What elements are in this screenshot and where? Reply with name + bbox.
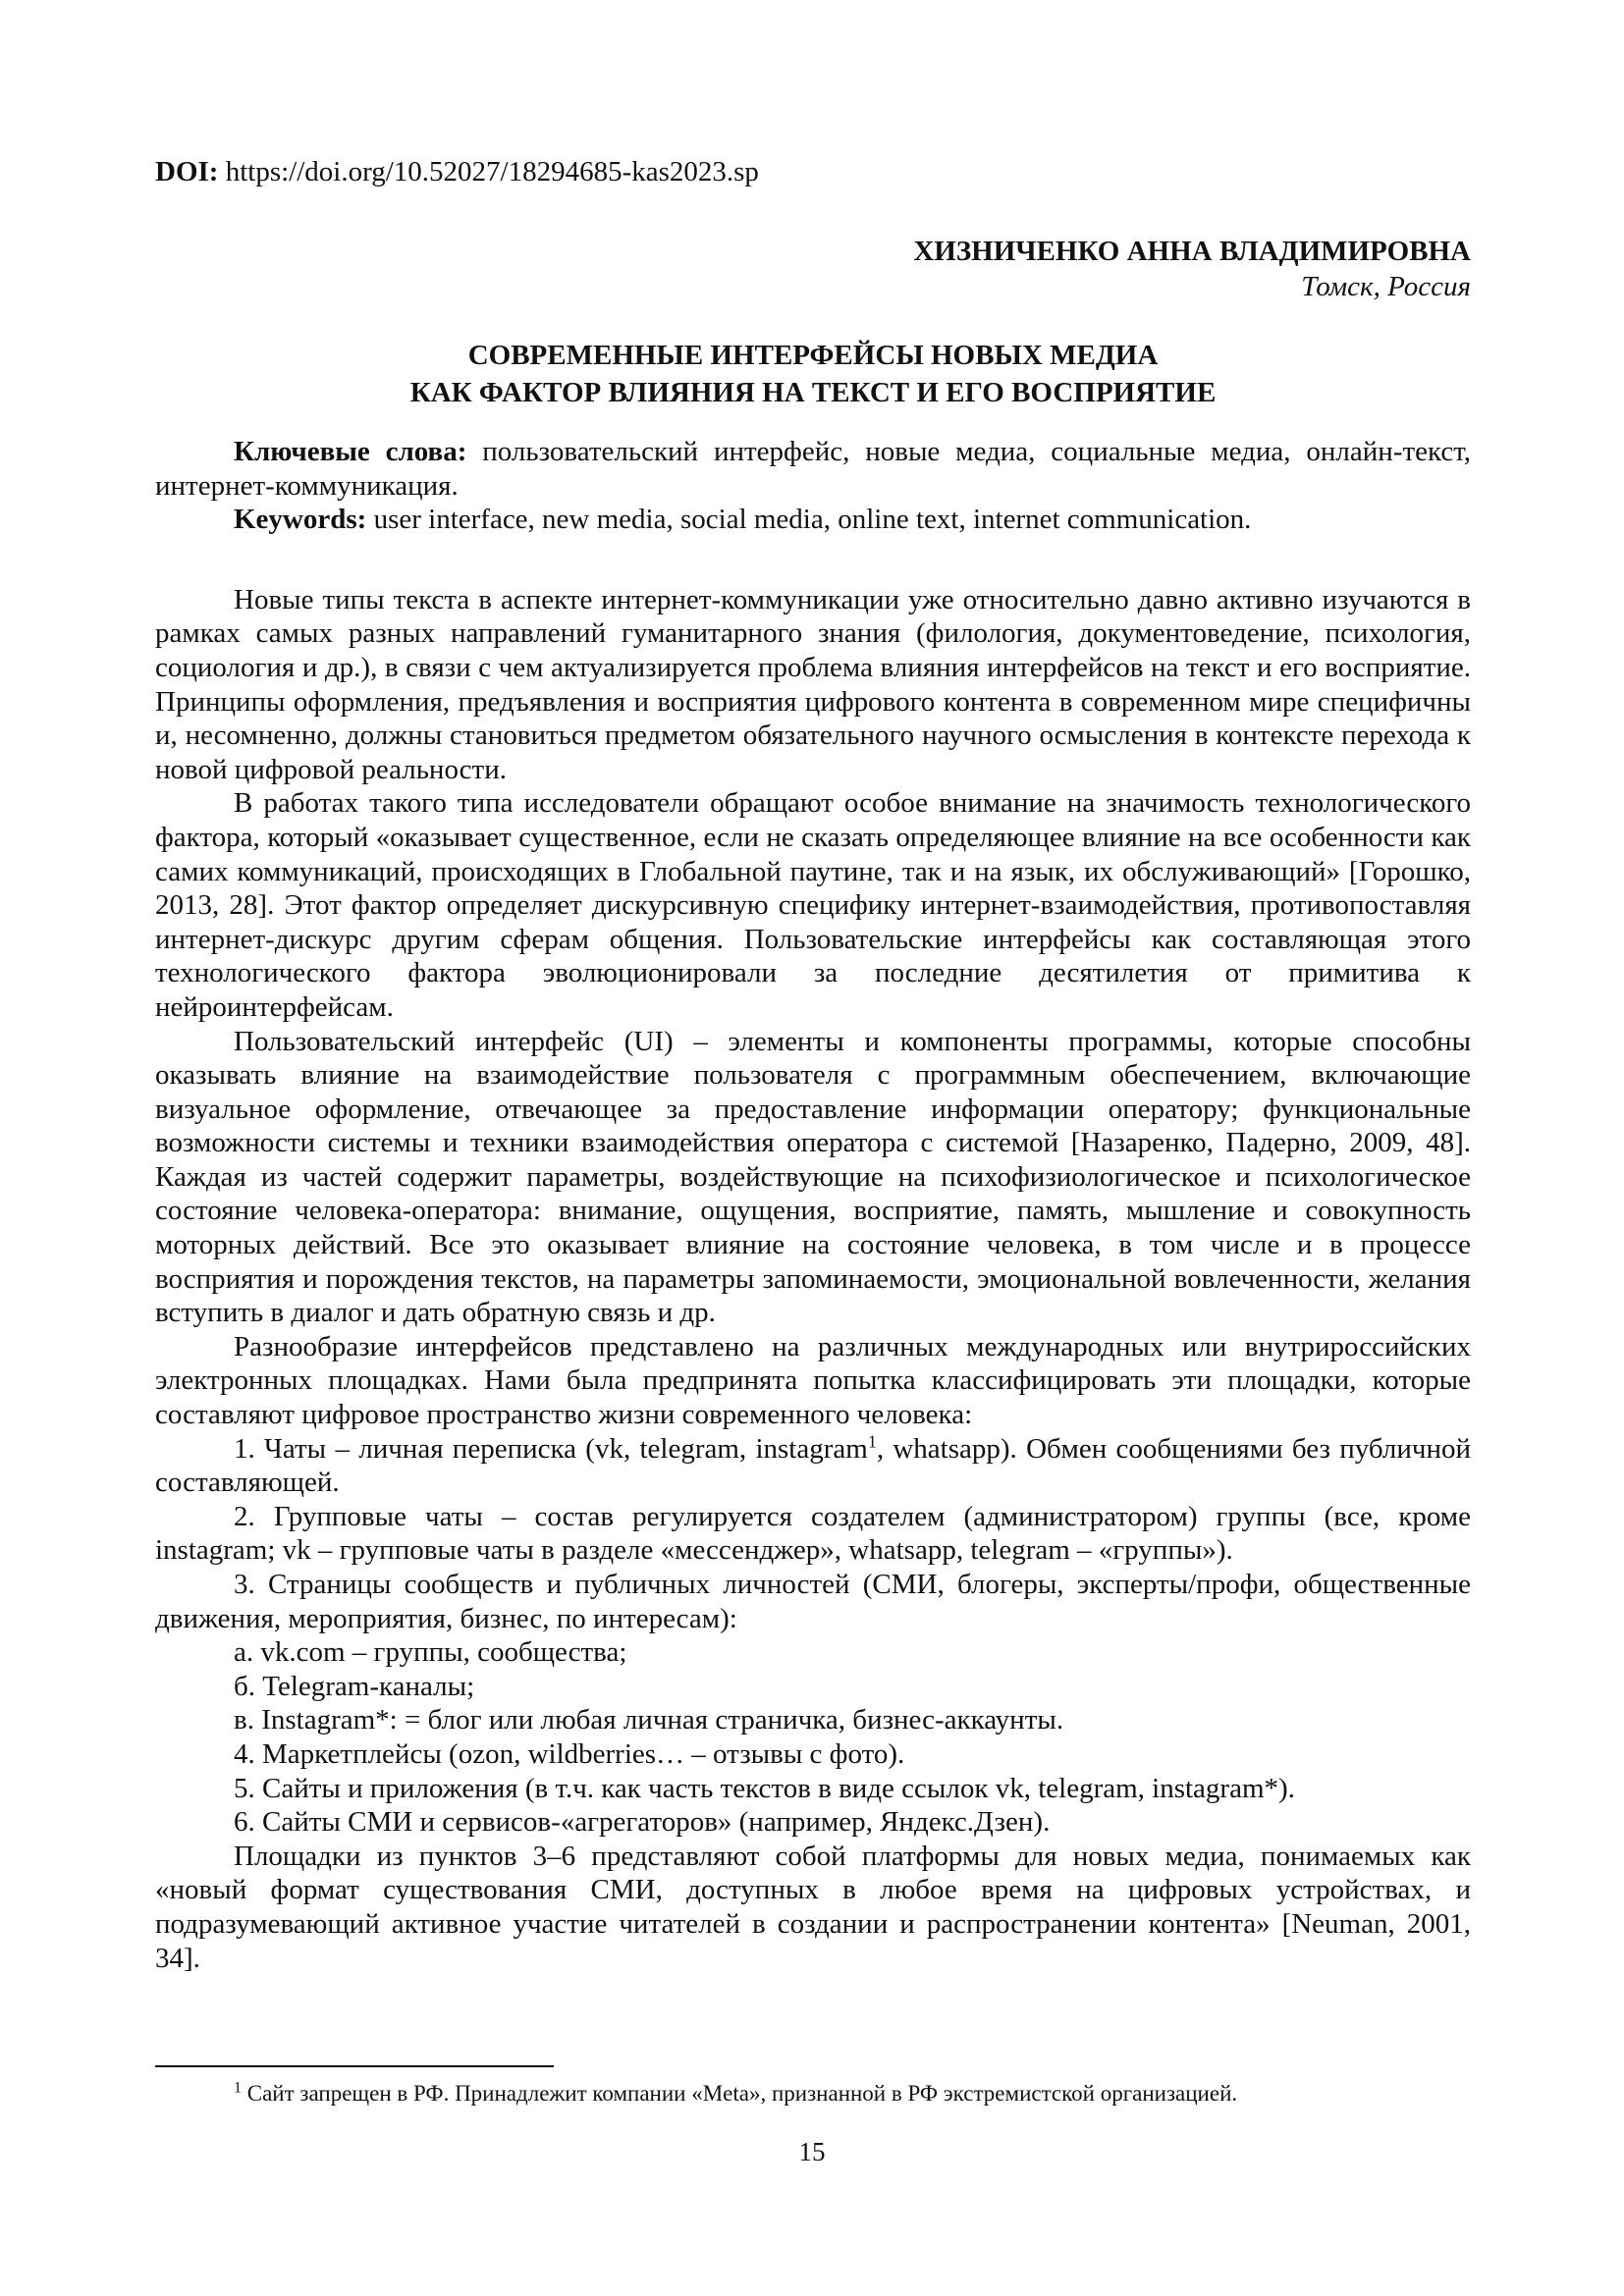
- title-line-2: КАК ФАКТОР ВЛИЯНИЯ НА ТЕКСТ И ЕГО ВОСПРИЯТИЕ: [409, 377, 1217, 408]
- author-name: ХИЗНИЧЕНКО АННА ВЛАДИМИРОВНА: [913, 236, 1471, 267]
- title-line-1: СОВРЕМЕННЫЕ ИНТЕРФЕЙСЫ НОВЫХ МЕДИА: [467, 340, 1159, 371]
- list-item-1-text-b: , whatsapp). Обмен сообщениями без публичной составляющей.: [155, 1432, 1472, 1499]
- closing-paragraph: Площадки из пунктов 3–6 представляют собой платформы для новых медиа, понимаемых как «новый формат существования СМИ, доступных в любое время на цифровых устройствах, и подразумевающий активное участие читателей в создании и распространении контента» [Neuman, 2001, 34].: [155, 1840, 1471, 1974]
- page-number: 15: [798, 2137, 826, 2166]
- list-item-3b: б. Telegram-каналы;: [234, 1670, 475, 1702]
- list-item-1: [155, 1432, 1471, 1500]
- keywords-ru: [155, 435, 1471, 503]
- list-item-3a: а. vk.com – группы, сообщества;: [234, 1636, 627, 1669]
- footnote-text: Сайт запрещен в РФ. Принадлежит компании «Meta», признанной в РФ экстремистской организацией.: [242, 2081, 1238, 2106]
- doi-label: DOI:: [155, 156, 219, 187]
- keywords-en: [155, 503, 1471, 537]
- list-item-3c: в. Instagram*: = блог или любая личная страничка, бизнес-аккаунты.: [234, 1704, 1064, 1736]
- footnote-divider: [155, 2065, 554, 2067]
- list-item-4: 4. Маркетплейсы (ozon, wildberries… – отзывы с фото).: [234, 1737, 905, 1770]
- footnote-ref[interactable]: 1: [867, 1430, 877, 1451]
- list-item-1-text-a: 1. Чаты – личная переписка (vk, telegram, instagram: [234, 1432, 868, 1465]
- footnote-marker: 1: [234, 2079, 242, 2097]
- doi-line: [155, 155, 759, 188]
- keywords-ru-label: Ключевые слова:: [234, 436, 467, 467]
- doi-link[interactable]: https://doi.org/10.52027/18294685-kas2023.sp: [218, 156, 759, 187]
- author-city: Томск, Россия: [1301, 271, 1471, 302]
- section-gap: [155, 537, 1471, 583]
- paragraph: В работах такого типа исследователи обращают особое внимание на значимость технологического фактора, который «оказывает существенное, если не сказать определяющее влияние на все особенности как самих коммуникаций, происходящих в Глобальной паутине, так и на язык, их обслуживающий» [Горошко, 2013, 28]. Этот фактор определяет дискурсивную специфику интернет-взаимодействия, противопоставляя интернет-дискурс другим сферам общения. Пользовательские интерфейсы как составляющая этого технологического фактора эволюционировали за последние десятилетия от примитива к нейроинтерфейсам.: [155, 787, 1471, 1023]
- paragraph: Пользовательский интерфейс (UI) – элементы и компоненты программы, которые способны оказывать влияние на взаимодействие пользователя с программным обеспечением, включающие визуальное оформление, отвечающее за предоставление информации оператору; функциональные возможности системы и техники взаимодействия оператора с системой [Назаренко, Падерно, 2009, 48]. Каждая из частей содержит параметры, воздействующие на психофизиологическое и психологическое состояние человека-оператора: внимание, ощущения, восприятие, память, мышление и совокупность моторных действий. Все это оказывает влияние на состояние человека, в том числе и в процессе восприятия и порождения текстов, на параметры запоминаемости, эмоциональной вовлеченности, желания вступить в диалог и дать обратную связь и др.: [155, 1025, 1471, 1329]
- article-title: [155, 337, 1471, 411]
- paragraph: Новые типы текста в аспекте интернет-коммуникации уже относительно давно активно изучаются в рамках самых разных направлений гуманитарного знания (филология, документоведение, психология, социология и др.), в связи с чем актуализируется проблема влияния интерфейсов на текст и его восприятие. Принципы оформления, предъявления и восприятия цифрового контента в современном мире специфичны и, несомненно, должны становиться предметом обязательного научного осмысления в контексте перехода к новой цифровой реальности.: [155, 583, 1471, 785]
- footnote: [155, 2079, 1471, 2109]
- list-item-3: 3. Страницы сообществ и публичных личностей (СМИ, блогеры, эксперты/профи, общественные движения, мероприятия, бизнес, по интересам):: [155, 1569, 1471, 1634]
- article-body: [155, 435, 1471, 1975]
- keywords-en-text: user interface, new media, social media, online text, internet communication.: [366, 504, 1252, 536]
- list-item-2: 2. Групповые чаты – состав регулируется создателем (администратором) группы (все, кроме instagram; vk – групповые чаты в разделе «мессенджер», whatsapp, telegram – «группы»).: [155, 1500, 1471, 1567]
- author-block: [913, 234, 1471, 304]
- list-item-5: 5. Сайты и приложения (в т.ч. как часть текстов в виде ссылок vk, telegram, instagram*).: [234, 1772, 1295, 1804]
- list-item-6: 6. Сайты СМИ и сервисов-«агрегаторов» (например, Яндекс.Дзен).: [234, 1806, 1051, 1839]
- keywords-en-label: Keywords:: [234, 504, 367, 536]
- keywords-ru-text: пользовательский интерфейс, новые медиа, социальные медиа, онлайн-текст, интернет-коммуникация.: [155, 436, 1472, 502]
- paragraph: Разнообразие интерфейсов представлено на различных международных или внутрироссийских электронных площадках. Нами была предпринята попытка классифицировать эти площадки, которые составляют цифровое пространство жизни современного человека:: [155, 1330, 1471, 1431]
